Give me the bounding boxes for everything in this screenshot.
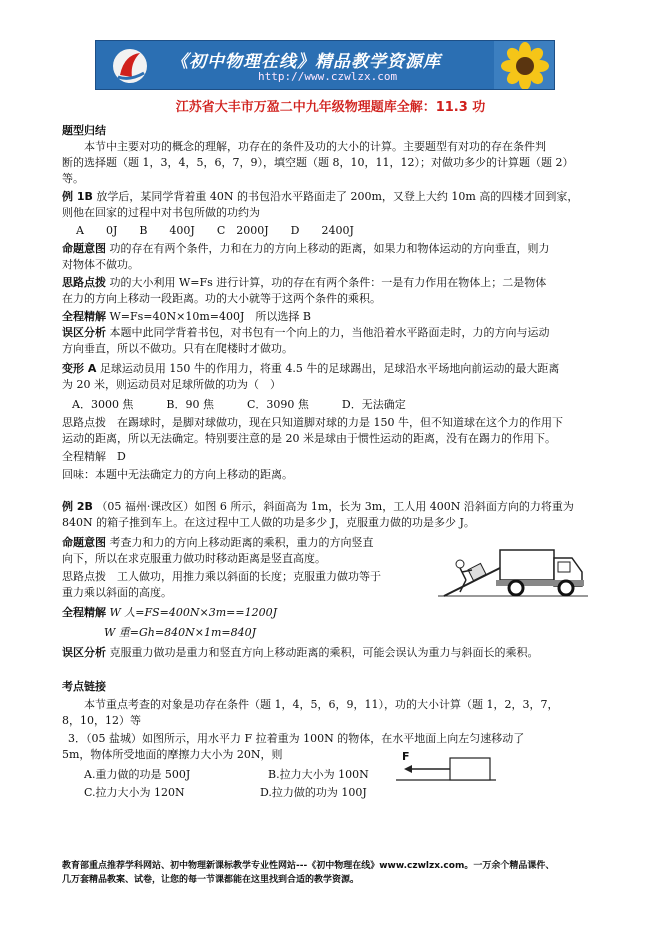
error-text: 本题中此同学背着书包，对书包有一个向上的力，当他沿着水平路面走时，力的方向与运动 [109,326,550,339]
sunflower-icon [494,41,555,90]
answer-options: A 0J B 400J C 2000J D 2400J [76,224,354,237]
paragraph-line: 本节重点考查的对象是功存在条件（题 1，4，5，6，9，11），功的大小计算（题 1，2，3，7， [84,698,559,711]
error-label: 误区分析 [62,646,106,659]
paragraph-line: 5m，物体所受地面的摩擦力大小为 20N，则 [62,748,283,761]
intent-row [62,536,422,550]
error-text: 克服重力做功是重力和竖直方向上移动距离的乘积，可能会误认为重力与斜面长的乘积。 [109,646,539,659]
option-c: C.拉力大小为 120N [84,786,185,799]
paragraph-line: 回味：本题中无法确定力的方向上移动的距离。 [62,468,293,481]
paragraph-line: 3．（05 盐城）如图所示，用水平力 F 拉着重为 100N 的物体，在水平地面上向左匀速移动了 [68,732,525,745]
paragraph-line: 思路点拨 在踢球时，是脚对球做功，现在只知道脚对球的力是 150 牛，但不知道球在这个力的作用下 [62,416,563,429]
paragraph-line: 重力乘以斜面的高度。 [62,586,172,599]
truck-ramp-figure [438,528,588,600]
paragraph-line: 则他在回家的过程中对书包所做的功约为 [62,206,260,219]
footer-line: 教育部重点推荐学科网站、初中物理新课标教学专业性网站---《初中物理在线》www.czwlzx.com。一万余个精品课件、 [62,861,555,871]
solution-row [62,606,597,620]
force-block-figure [396,748,496,784]
force-label: F [402,750,410,763]
banner-url[interactable]: http://www.czwlzx.com [258,70,398,83]
banner-title: 《初中物理在线》精品教学资源库 [171,52,441,72]
paragraph-line: 在力的方向上移动一段距离。功的大小就等于这两个条件的乘积。 [62,292,381,305]
section-heading: 考点链接 [62,680,106,693]
question-text: 足球运动员用 150 牛的作用力，将重 4.5 牛的足球踢出，足球沿水平场地向前运动的最大距离 [99,362,560,375]
paragraph-line: W 重=Gh=840N×1m=840J [104,626,256,639]
hint-row [62,276,597,290]
question-text: 放学后，某同学背着重 40N 的书包沿水平路面走了 200m，又登上大约 10m 高的四楼才回到家， [96,190,579,203]
paragraph-line: 向下，所以在求克服重力做功时移动距离是竖直高度。 [62,552,326,565]
option-a: A.重力做的功是 500J [84,768,191,781]
example-label: 例 2B [62,500,93,513]
paragraph-line: 本节中主要对功的概念的理解，功存在的条件及功的大小的计算。主要题型有对功的存在条件判 [84,140,546,153]
solution-text: W=Fs=40N×10m=400J 所以选择 B [109,310,311,323]
paragraph-line: 运动的距离，所以无法确定。特别要注意的是 20 米是球由于惯性运动的距离，没有在踢力的作用下。 [62,432,556,445]
error-row [62,646,597,660]
intent-text: 考查力和力的方向上移动距离的乘积，重力的方向竖直 [109,536,374,549]
header-banner [95,40,555,90]
site-logo-icon [110,45,150,87]
paragraph-line: 为 20 米，则运动员对足球所做的功为（ ） [62,378,281,391]
paragraph-line: 方向垂直，所以不做功。只有在爬楼时才做功。 [62,342,293,355]
option-b: B.拉力大小为 100N [268,768,369,781]
paragraph-line: 断的选择题（题 1，3，4，5，6，7，9），填空题（题 8，10，11，12）；对做功多少的计算题（题 2） [62,156,574,169]
option-d: D.拉力做的功为 100J [260,786,367,799]
variant-question [62,362,597,376]
solution-text: W 人=FS=400N×3m==1200J [109,606,278,619]
example-1-question [62,190,597,204]
paragraph-line: 840N 的箱子推到车上。在这过程中工人做的功是多少 J，克服重力做的功是多少 J。 [62,516,475,529]
intent-text: 功的存在有两个条件，力和在力的方向上移动的距离，如果力和物体运动的方向垂直，则力 [109,242,550,255]
solution-label: 全程精解 [62,310,106,323]
hint-label: 思路点拨 [62,276,106,289]
paragraph-line: 思路点拨 工人做功，用推力乘以斜面的长度；克服重力做功等于 [62,570,381,583]
section-heading: 题型归结 [62,124,106,137]
hint-text: 功的大小利用 W=Fs 进行计算，功的存在有两个条件：一是有力作用在物体上；二是物体 [109,276,547,289]
paragraph-line: 8，10，12）等 [62,714,141,727]
footer-line: 几万套精品教案、试卷，让您的每一节课都能在这里找到合适的教学资源。 [62,875,360,885]
example-label: 例 1B [62,190,93,203]
error-label: 误区分析 [62,326,106,339]
solution-row [62,310,597,324]
variant-label: 变形 A [62,362,97,375]
example-2-question [62,500,597,514]
question-text: （05 福州·课改区）如图 6 所示，斜面高为 1m，长为 3m，工人用 400N 沿斜面方向的力将重为 [96,500,574,513]
paragraph-line: 全程精解 D [62,450,126,463]
solution-label: 全程精解 [62,606,106,619]
paragraph-line: 对物体不做功。 [62,258,139,271]
page-title: 江苏省大丰市万盈二中九年级物理题库全解：11.3 功 [175,100,486,115]
intent-row [62,242,597,256]
answer-options: A．3000 焦 B．90 焦 C．3090 焦 D．无法确定 [72,398,406,411]
intent-label: 命题意图 [62,242,106,255]
error-row [62,326,597,340]
intent-label: 命题意图 [62,536,106,549]
paragraph-line: 等。 [62,172,84,185]
